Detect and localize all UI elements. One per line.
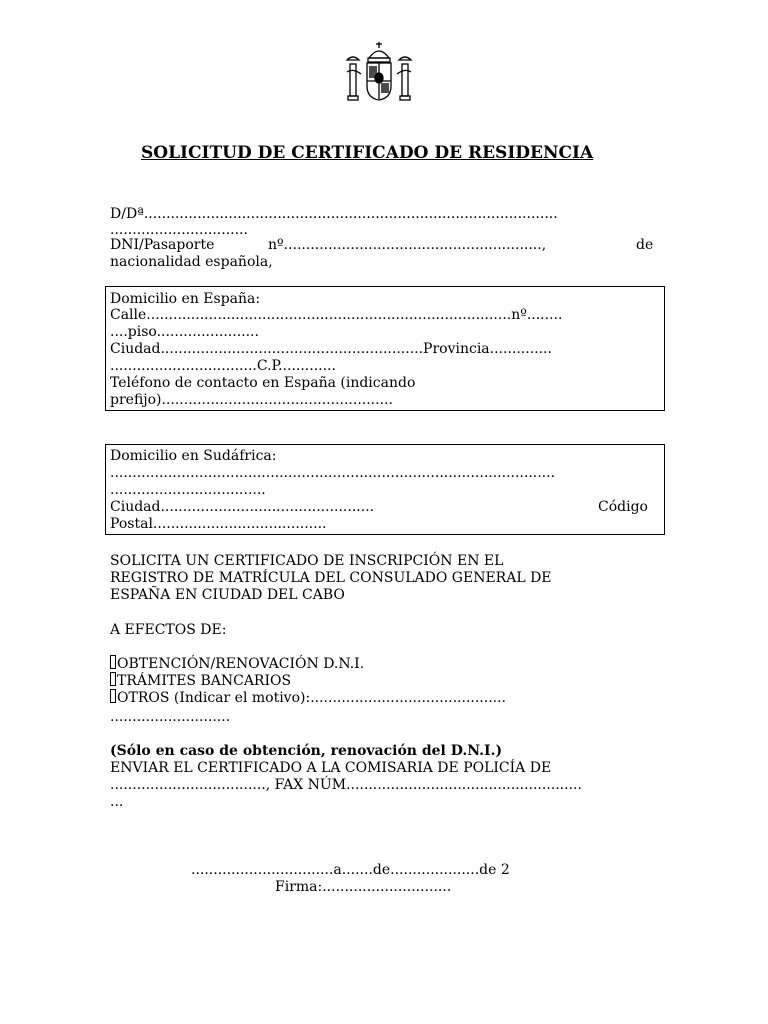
street-line: Calle..................................................................................nº........ xyxy=(110,307,563,323)
send-certificate-line: ENVIAR EL CERTIFICADO A LA COMISARIA DE POLICÍA DE xyxy=(110,760,552,776)
purposes-heading: A EFECTOS DE: xyxy=(110,622,227,638)
checkbox[interactable] xyxy=(110,672,116,686)
purpose-option-label: OBTENCIÓN/RENOVACIÓN D.N.I. xyxy=(117,656,365,672)
name-line: D/Dª............................................................................................. xyxy=(110,206,558,222)
sa-address-line: .................................................................................................... xyxy=(110,465,556,481)
signature-line: Firma:............................. xyxy=(275,879,452,895)
sa-city-line: Ciudad................................................ xyxy=(110,499,375,515)
phone-line: Teléfono de contacto en España (indicando xyxy=(110,375,416,391)
sa-code-label: Código xyxy=(598,499,648,515)
postal-code-line: .................................C.P............. xyxy=(110,358,336,374)
fax-line-cont: ... xyxy=(110,794,124,810)
request-line: ESPAÑA EN CIUDAD DEL CABO xyxy=(110,587,345,603)
purpose-option-other[interactable] xyxy=(110,689,506,707)
fax-line: ..................................., FAX NÚM..................................................... xyxy=(110,777,582,793)
nationality: nacionalidad española, xyxy=(110,254,273,270)
floor-line: ....piso....................... xyxy=(110,324,259,340)
other-reason-line: ........................... xyxy=(110,709,231,725)
request-line: SOLICITA UN CERTIFICADO DE INSCRIPCIÓN EN EL xyxy=(110,553,504,569)
domicile-sa-heading: Domicilio en Sudáfrica: xyxy=(110,448,277,464)
name-line-cont: ............................... xyxy=(110,222,248,238)
dni-de: de xyxy=(636,237,654,253)
sa-postal-line: Postal....................................... xyxy=(110,516,327,532)
purpose-option-banking[interactable] xyxy=(110,672,291,690)
date-line: ................................a.......de....................de 2 xyxy=(191,862,510,878)
purpose-option-label: TRÁMITES BANCARIOS xyxy=(117,673,292,689)
dni-label: DNI/Pasaporte xyxy=(110,237,215,253)
sa-address-line-cont: ................................... xyxy=(110,482,266,498)
request-line: REGISTRO DE MATRÍCULA DEL CONSULADO GENERAL DE xyxy=(110,570,552,586)
purpose-option-dni[interactable] xyxy=(110,655,364,673)
checkbox[interactable] xyxy=(110,689,116,703)
domicile-spain-heading: Domicilio en España: xyxy=(110,291,261,307)
spain-coat-of-arms-icon xyxy=(343,38,415,108)
city-province-line: Ciudad...........................................................Provincia.............. xyxy=(110,341,552,357)
dni-note-heading: (Sólo en caso de obtención, renovación del D.N.I.) xyxy=(110,743,503,759)
checkbox[interactable] xyxy=(110,655,116,669)
page-title: SOLICITUD DE CERTIFICADO DE RESIDENCIA xyxy=(141,143,594,163)
phone-prefix-line: prefijo).................................................... xyxy=(110,392,393,408)
purpose-option-label: OTROS (Indicar el motivo):............................................ xyxy=(117,690,506,706)
dni-number-line: nº.........................................................., xyxy=(268,237,547,253)
